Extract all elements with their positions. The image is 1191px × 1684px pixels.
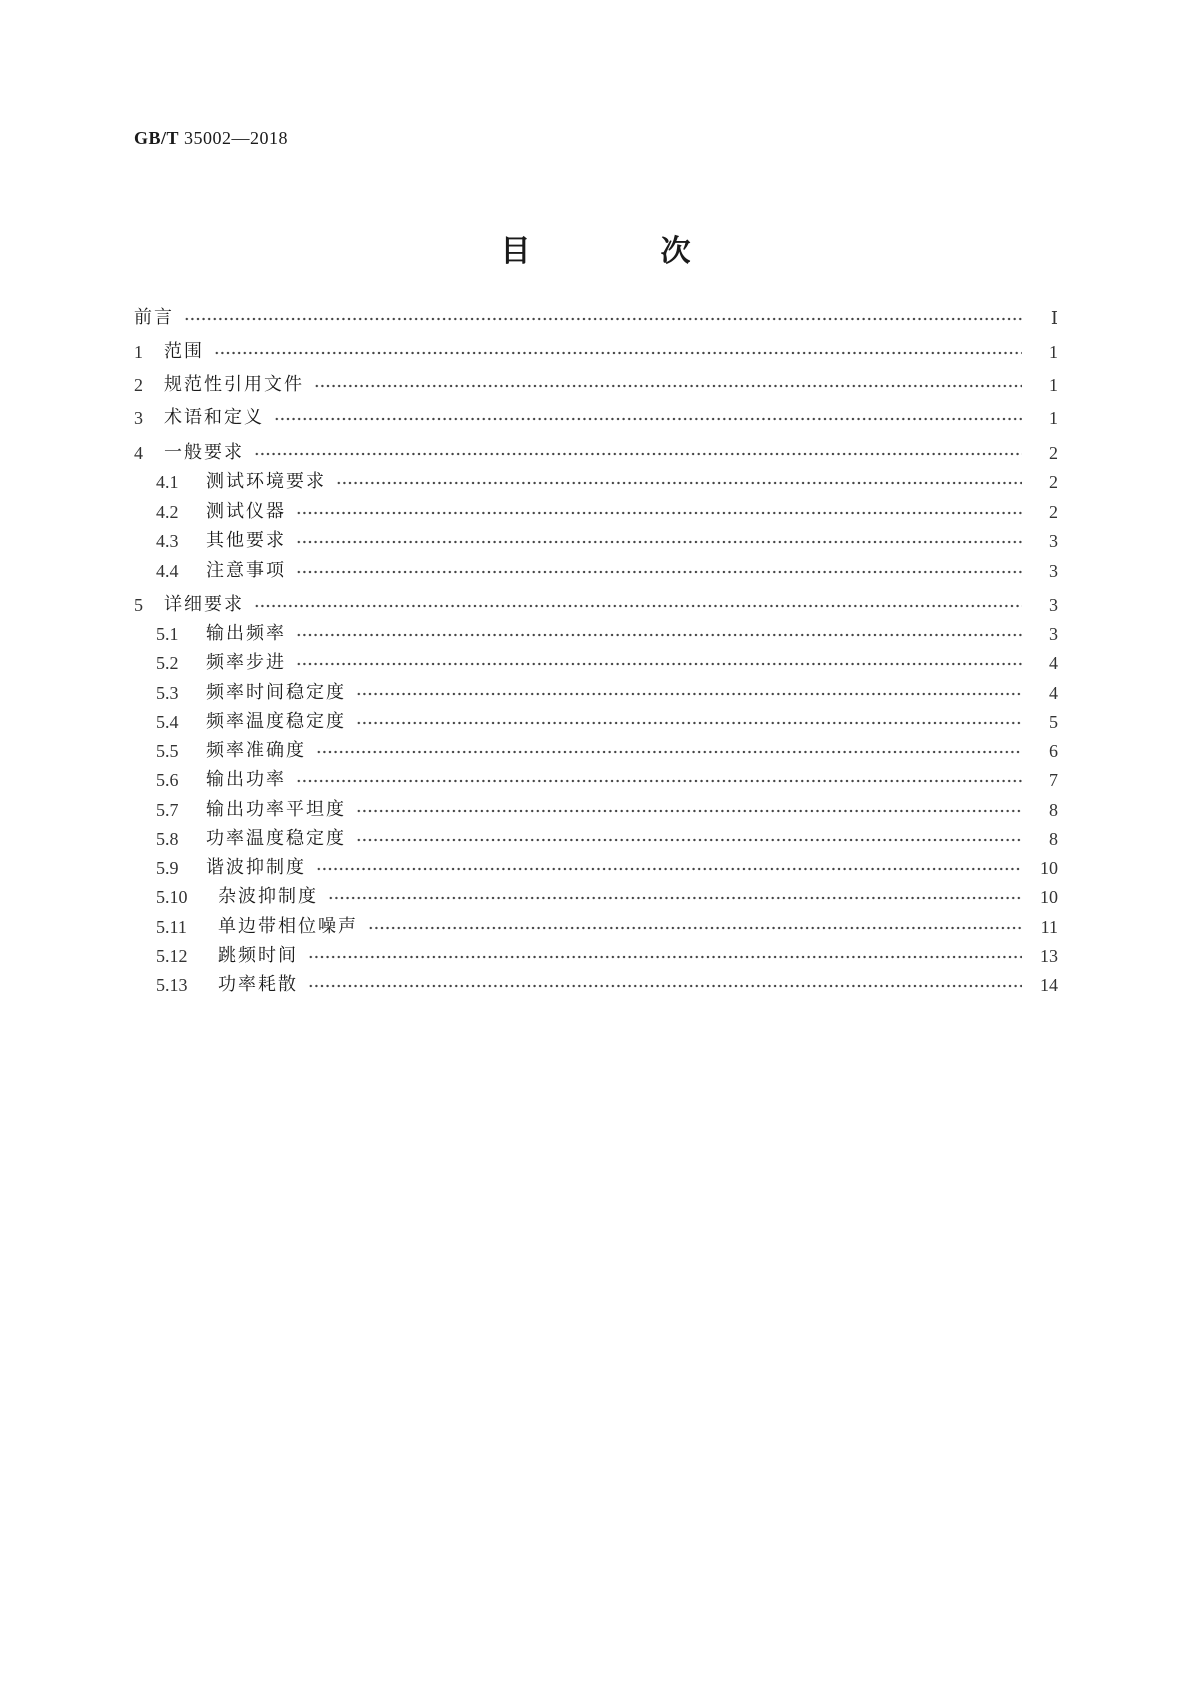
toc-dot-leader: [356, 838, 1022, 842]
toc-entry[interactable]: [134, 339, 1058, 365]
toc-entry-page: Ⅰ: [1050, 308, 1058, 328]
toc-entry-number: 5.8: [156, 829, 179, 849]
toc-entry[interactable]: [134, 592, 1058, 618]
toc-entry-number: 5.4: [156, 712, 179, 732]
toc-entry-page: 5: [1049, 712, 1058, 732]
toc-entry-number: 5.6: [156, 770, 179, 790]
toc-dot-leader: [368, 926, 1022, 930]
toc-entry[interactable]: [156, 914, 1058, 940]
toc-dot-leader: [296, 570, 1022, 574]
toc-entry-page: 14: [1040, 975, 1058, 995]
toc-entry-label: 规范性引用文件: [164, 374, 304, 395]
toc-entry-label: 一般要求: [164, 442, 244, 463]
toc-dot-leader: [308, 984, 1022, 988]
toc-entry[interactable]: [134, 372, 1058, 398]
toc-entry-page: 3: [1049, 624, 1058, 644]
toc-dot-leader: [214, 351, 1022, 355]
toc-entry[interactable]: [134, 405, 1058, 431]
toc-entry-number: 5.13: [156, 975, 188, 995]
toc-entry-page: 1: [1049, 342, 1058, 362]
toc-entry-page: 10: [1040, 858, 1058, 878]
toc-entry-label: 范围: [164, 341, 204, 362]
toc-entry-label: 测试仪器: [206, 501, 286, 522]
toc-entry-label: 频率准确度: [206, 740, 306, 761]
standard-prefix: GB/T: [134, 128, 180, 148]
toc-entry-label: 频率时间稳定度: [206, 682, 346, 703]
toc-dot-leader: [356, 721, 1022, 725]
toc-entry-number: 5.11: [156, 917, 187, 937]
toc-entry-page: 13: [1040, 946, 1058, 966]
toc-entry-page: 8: [1049, 829, 1058, 849]
toc-entry-label: 术语和定义: [164, 407, 264, 428]
toc-entry-label: 杂波抑制度: [218, 886, 318, 907]
toc-entry-number: 4.1: [156, 472, 179, 492]
toc-entry-label: 频率步进: [206, 652, 286, 673]
toc-dot-leader: [356, 809, 1022, 813]
toc-entry-number: 4: [134, 443, 143, 463]
toc-entry[interactable]: [134, 305, 1058, 331]
toc-entry-label: 输出频率: [206, 623, 286, 644]
toc-dot-leader: [184, 317, 1022, 321]
toc-entry-label: 注意事项: [206, 560, 286, 581]
toc-entry-label: 测试环境要求: [206, 471, 326, 492]
toc-entry-page: 11: [1040, 917, 1058, 937]
toc-entry-number: 4.2: [156, 502, 179, 522]
toc-entry[interactable]: [156, 943, 1058, 969]
toc-entry-number: 5.2: [156, 653, 179, 673]
toc-entry-page: 2: [1049, 472, 1058, 492]
toc-entry-label: 跳频时间: [218, 945, 298, 966]
toc-dot-leader: [296, 779, 1022, 783]
toc-entry-page: 6: [1049, 741, 1058, 761]
toc-dot-leader: [316, 867, 1022, 871]
toc-entry-number: 3: [134, 408, 143, 428]
toc-entry-number: 4.3: [156, 531, 179, 551]
toc-entry-number: 5.5: [156, 741, 179, 761]
toc-entry-number: 2: [134, 375, 143, 395]
toc-entry-label: 功率温度稳定度: [206, 828, 346, 849]
toc-entry[interactable]: [156, 884, 1058, 910]
toc-dot-leader: [328, 896, 1022, 900]
toc-entry[interactable]: [156, 558, 1058, 584]
toc-entry-page: 4: [1049, 683, 1058, 703]
toc-entry[interactable]: [134, 440, 1058, 466]
toc-entry-number: 5.9: [156, 858, 179, 878]
toc-entry-page: 2: [1049, 502, 1058, 522]
toc-entry-label: 频率温度稳定度: [206, 711, 346, 732]
toc-entry-label: 输出功率平坦度: [206, 799, 346, 820]
toc-entry-label: 输出功率: [206, 769, 286, 790]
toc-dot-leader: [296, 662, 1022, 666]
toc-entry-number: 5.10: [156, 887, 188, 907]
toc-entry-page: 3: [1049, 531, 1058, 551]
toc-entry-label: 详细要求: [164, 594, 244, 615]
toc-entry[interactable]: [156, 855, 1058, 881]
toc-entry-number: 4.4: [156, 561, 179, 581]
toc-entry[interactable]: [156, 680, 1058, 706]
toc-dot-leader: [296, 633, 1022, 637]
toc-entry[interactable]: [156, 738, 1058, 764]
toc-entry[interactable]: [156, 528, 1058, 554]
toc-dot-leader: [296, 511, 1022, 515]
toc-entry[interactable]: [156, 797, 1058, 823]
toc-dot-leader: [336, 481, 1022, 485]
toc-dot-leader: [296, 540, 1022, 544]
toc-dot-leader: [274, 417, 1022, 421]
toc-entry-number: 1: [134, 342, 143, 362]
toc-dot-leader: [254, 604, 1022, 608]
toc-dot-leader: [254, 452, 1022, 456]
toc-entry-label: 单边带相位噪声: [218, 916, 358, 937]
toc-entry[interactable]: [156, 767, 1058, 793]
standard-number: [134, 128, 288, 149]
page-title: 目 次: [500, 234, 741, 269]
toc-entry-page: 8: [1049, 800, 1058, 820]
toc-dot-leader: [316, 750, 1022, 754]
toc-entry-label: 谐波抑制度: [206, 857, 306, 878]
toc-entry-label: 其他要求: [206, 530, 286, 551]
toc-entry-page: 3: [1049, 595, 1058, 615]
toc-entry-label: 前言: [134, 307, 174, 328]
toc-dot-leader: [314, 384, 1022, 388]
toc-entry[interactable]: [156, 709, 1058, 735]
toc-entry[interactable]: [156, 826, 1058, 852]
toc-entry-label: 功率耗散: [218, 974, 298, 995]
toc-entry[interactable]: [156, 499, 1058, 525]
toc-entry-number: 5: [134, 595, 143, 615]
toc-entry-number: 5.12: [156, 946, 188, 966]
toc-dot-leader: [356, 692, 1022, 696]
toc-entry-page: 1: [1049, 408, 1058, 428]
toc-entry-number: 5.7: [156, 800, 179, 820]
toc-entry-page: 10: [1040, 887, 1058, 907]
toc-entry-page: 3: [1049, 561, 1058, 581]
toc-entry[interactable]: [156, 650, 1058, 676]
toc-entry[interactable]: [156, 972, 1058, 998]
toc-entry[interactable]: [156, 621, 1058, 647]
toc-entry-number: 5.1: [156, 624, 179, 644]
standard-code: 35002—2018: [184, 128, 289, 148]
toc-entry-number: 5.3: [156, 683, 179, 703]
toc-entry-page: 2: [1049, 443, 1058, 463]
toc-dot-leader: [308, 955, 1022, 959]
toc-entry-page: 4: [1049, 653, 1058, 673]
toc-entry-page: 1: [1049, 375, 1058, 395]
toc-entry-page: 7: [1049, 770, 1058, 790]
toc-entry[interactable]: [156, 469, 1058, 495]
